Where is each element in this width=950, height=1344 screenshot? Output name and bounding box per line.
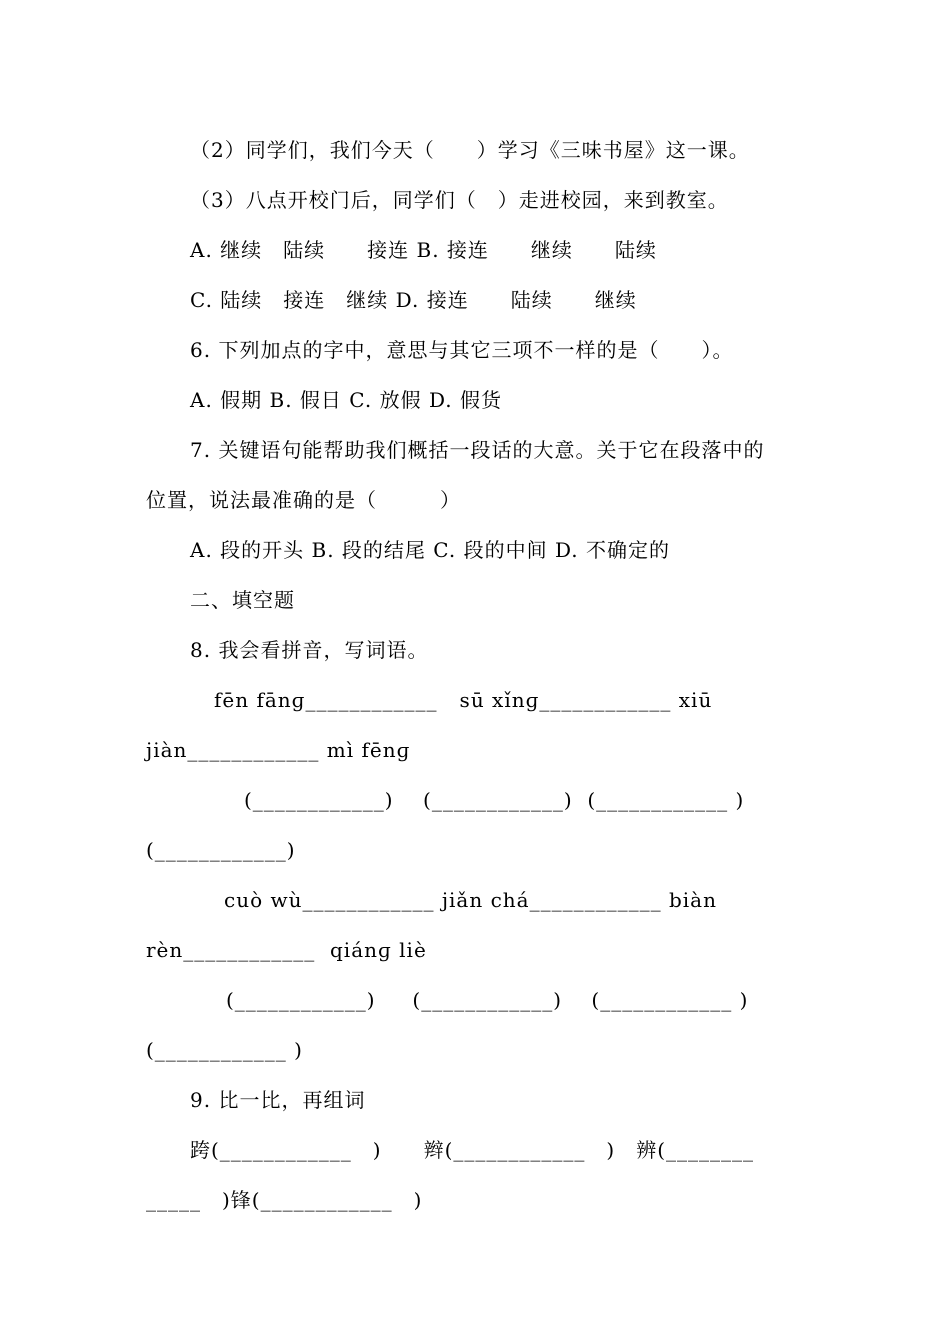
compare-words-row: 跨(____________ ) 辫(____________ ) 辨(________ bbox=[190, 1138, 755, 1162]
answer-blanks-row-2: (____________) (____________) (____________ ) bbox=[226, 988, 749, 1012]
question-5-options-cd: C. 陆续 接连 继续 D. 接连 陆续 继续 bbox=[190, 288, 637, 312]
pinyin-row-2-continued: rèn____________ qiánɡ liè bbox=[146, 938, 427, 962]
question-9: 9. 比一比，再组词 bbox=[190, 1088, 366, 1112]
answer-blanks-row-1: (____________) (____________) (____________ ) bbox=[244, 788, 745, 812]
pinyin-row-2: cuò wù____________ jiǎn chá____________ biàn bbox=[224, 888, 717, 912]
question-8: 8. 我会看拼音，写词语。 bbox=[190, 638, 429, 662]
question-7: 7. 关键语句能帮助我们概括一段话的大意。关于它在段落中的 bbox=[190, 438, 765, 462]
question-7-continued: 位置，说法最准确的是（ ） bbox=[146, 488, 461, 512]
pinyin-row-1-continued: jiàn____________ mì fēnɡ bbox=[146, 738, 411, 762]
answer-blanks-row-2-continued: (____________ ) bbox=[146, 1038, 303, 1062]
question-5-options-ab: A. 继续 陆续 接连 B. 接连 继续 陆续 bbox=[190, 238, 657, 262]
question-5-item-3: （3）八点开校门后，同学们（ ）走进校园，来到教室。 bbox=[190, 188, 729, 212]
question-7-options: A. 段的开头 B. 段的结尾 C. 段的中间 D. 不确定的 bbox=[190, 538, 670, 562]
section-heading: 二、填空题 bbox=[190, 588, 295, 612]
answer-blanks-row-1-continued: (____________) bbox=[146, 838, 296, 862]
pinyin-row-1: fēn fānɡ____________ sū xǐnɡ____________ xiū bbox=[214, 688, 713, 712]
question-6: 6. 下列加点的字中，意思与其它三项不一样的是（ ）。 bbox=[190, 338, 734, 362]
compare-words-row-continued: _____ )锋(____________ ) bbox=[146, 1188, 423, 1212]
question-5-item-2: （2）同学们，我们今天（ ）学习《三味书屋》这一课。 bbox=[190, 138, 750, 162]
question-6-options: A. 假期 B. 假日 C. 放假 D. 假货 bbox=[190, 388, 502, 412]
